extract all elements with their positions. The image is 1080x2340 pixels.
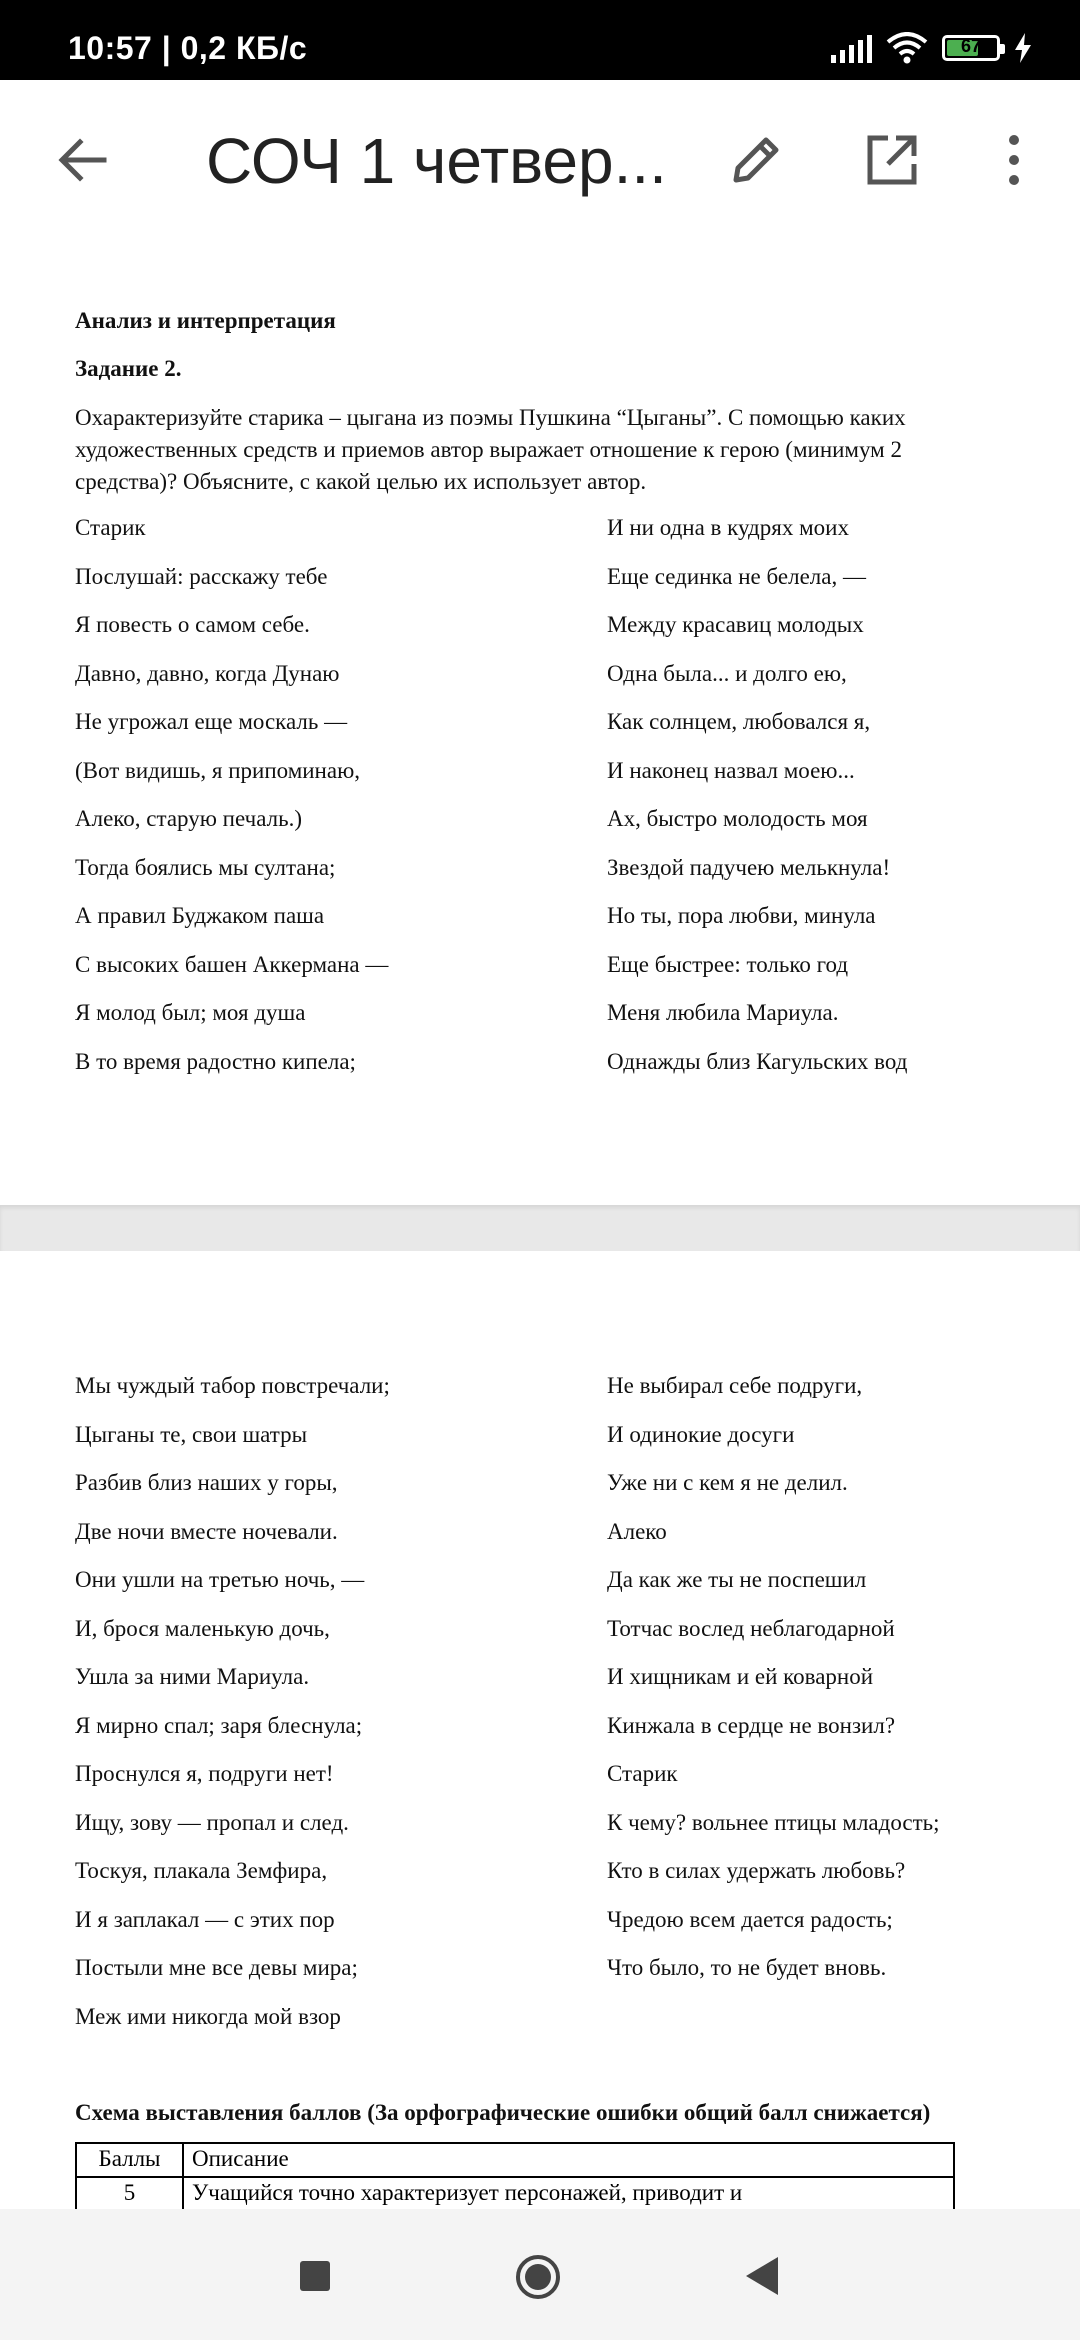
poem-line: Звездой падучею мелькнула! xyxy=(607,854,891,880)
document-title: СОЧ 1 четвер... xyxy=(206,125,667,197)
poem-line: Меж ими никогда мой взор xyxy=(75,2003,341,2029)
poem-line: Послушай: расскажу тебе xyxy=(75,563,328,589)
poem-line: Тогда боялись мы султана; xyxy=(75,854,336,880)
battery-level: 67 xyxy=(960,36,982,56)
system-nav-bar xyxy=(0,2209,1080,2340)
poem-line: Не выбирал себе подруги, xyxy=(607,1373,863,1398)
poem-line: Старик xyxy=(607,1761,678,1786)
poem-line: Разбив близ наших у горы, xyxy=(75,1470,338,1495)
table-row xyxy=(76,2177,954,2211)
wifi-icon xyxy=(886,32,928,64)
scoring-table xyxy=(75,2142,955,2212)
poem-line: Однажды близ Кагульских вод xyxy=(607,1048,908,1074)
task-text: Охарактеризуйте старика – цыгана из поэмы Пушкина “Цыганы”. С помощью каких художественных средств и приемов автор выражает отношение к герою (минимум 2 средства)? Объясните, с какой целью их использует автор. xyxy=(75,405,906,494)
status-time: 10:57 | 0,2 КБ/с xyxy=(68,30,308,66)
poem-line: Да как же ты не поспешил xyxy=(607,1567,867,1592)
recent-apps-button[interactable] xyxy=(300,2261,330,2291)
poem-line: Я мирно спал; заря блеснула; xyxy=(75,1712,363,1738)
poem-line: Кинжала в сердце не вонзил? xyxy=(607,1712,896,1738)
poem-line: Между красавиц молодых xyxy=(607,612,864,637)
poem-line: И одинокие досуги xyxy=(607,1421,795,1447)
poem-line: Как солнцем, любовался я, xyxy=(607,709,871,734)
poem-line: Что было, то не будет вновь. xyxy=(607,1955,887,1980)
back-arrow-icon[interactable] xyxy=(50,128,114,192)
poem-line: И, брося маленькую дочь, xyxy=(75,1615,330,1641)
poem-line: Уже ни с кем я не делил. xyxy=(607,1470,848,1495)
poem-line: Алеко, старую печаль.) xyxy=(75,806,302,831)
poem-line: Давно, давно, когда Дунаю xyxy=(75,660,340,686)
status-icons xyxy=(831,30,1032,66)
poem-line: Я повесть о самом себе. xyxy=(75,612,310,637)
poem-line: Чредою всем дается радость; xyxy=(607,1906,893,1932)
table-header-cell: Баллы xyxy=(76,2143,183,2177)
table-header-cell: Описание xyxy=(183,2143,954,2177)
task-heading: Задание 2. xyxy=(75,356,182,381)
poem-line: С высоких башен Аккермана — xyxy=(75,951,389,977)
poem-line: Две ночи вместе ночевали. xyxy=(75,1518,338,1544)
poem-line: Мы чуждый табор повстречали; xyxy=(75,1373,390,1398)
poem-line: И наконец назвал моею... xyxy=(607,757,855,783)
poem-line: Одна была... и долго ею, xyxy=(607,660,847,686)
table-header-row xyxy=(76,2143,954,2177)
open-in-new-icon[interactable] xyxy=(860,128,924,192)
poem-line: Кто в силах удержать любовь? xyxy=(607,1858,906,1883)
poem-line: Меня любила Мариула. xyxy=(607,1000,839,1025)
poem-line: Тоскуя, плакала Земфира, xyxy=(75,1858,328,1883)
poem-line: Проснулся я, подруги нет! xyxy=(75,1761,334,1786)
poem-line: Они ушли на третью ночь, — xyxy=(75,1567,365,1592)
poem-line: Еще быстрее: только год xyxy=(607,951,849,977)
poem-line: Ищу, зову — пропал и след. xyxy=(75,1809,349,1835)
edit-pencil-icon[interactable] xyxy=(724,128,788,192)
poem-line: (Вот видишь, я припоминаю, xyxy=(75,757,361,783)
poem-line: Постыли мне все девы мира; xyxy=(75,1955,358,1980)
poem-line: Тотчас вослед неблагодарной xyxy=(607,1615,895,1641)
scoring-heading: Схема выставления баллов (За орфографические ошибки общий балл снижается) xyxy=(75,2100,931,2125)
poem-line: Старик xyxy=(75,515,146,540)
nav-back-button[interactable] xyxy=(742,2255,782,2297)
table-cell: Учащийся точно характеризует персонажей, приводит и xyxy=(183,2177,954,2211)
poem-line: И хищникам и ей коварной xyxy=(607,1664,874,1689)
poem-line: А правил Буджаком паша xyxy=(75,903,325,928)
battery-icon xyxy=(942,35,1000,61)
poem-line: В то время радостно кипела; xyxy=(75,1048,356,1074)
poem-line: Алеко xyxy=(607,1518,667,1544)
page-separator xyxy=(0,1205,1080,1251)
poem-line: Цыганы те, свои шатры xyxy=(75,1421,308,1447)
poem-line: И я заплакал — с этих пор xyxy=(75,1906,335,1932)
poem-line: Ушла за ними Мариула. xyxy=(75,1664,310,1689)
table-cell: 5 xyxy=(76,2177,183,2211)
poem-line: И ни одна в кудрях моих xyxy=(607,515,849,540)
section-heading: Анализ и интерпретация xyxy=(75,308,336,333)
poem-line: Ах, быстро молодость моя xyxy=(607,806,868,831)
signal-icon xyxy=(831,33,872,63)
more-options-icon[interactable] xyxy=(990,128,1038,192)
home-button[interactable] xyxy=(514,2253,562,2301)
status-bar xyxy=(0,0,1080,80)
app-bar xyxy=(0,80,1080,240)
poem-line: Не угрожал еще москаль — xyxy=(75,709,348,734)
charging-icon xyxy=(1014,33,1032,63)
poem-line: Но ты, пора любви, минула xyxy=(607,903,876,928)
poem-line: Еще сединка не белела, — xyxy=(607,563,866,589)
poem-line: Я молод был; моя душа xyxy=(75,1000,306,1025)
poem-line: К чему? вольнее птицы младость; xyxy=(607,1809,940,1835)
